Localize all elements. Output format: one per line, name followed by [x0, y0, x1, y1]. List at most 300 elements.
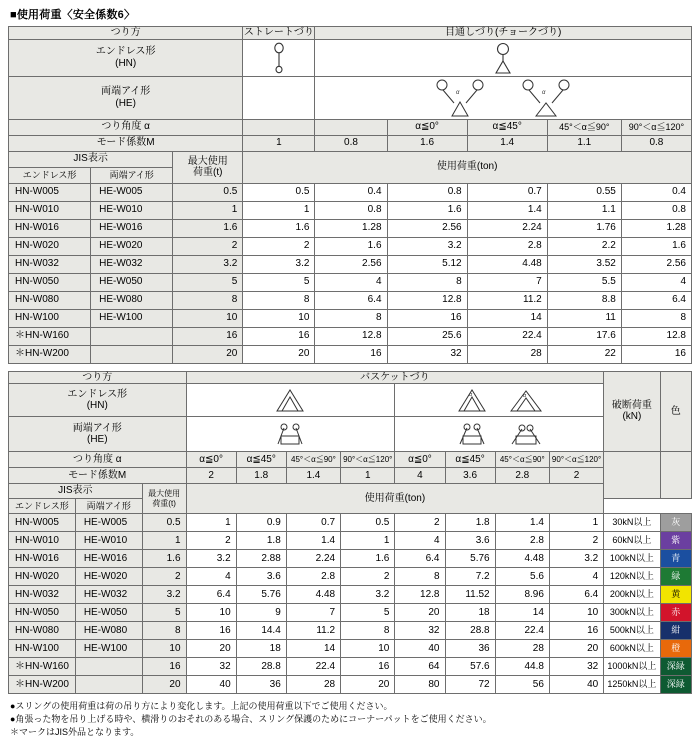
- cell-use-load: 14: [286, 640, 340, 658]
- cell-color-badge: 緑: [660, 568, 691, 586]
- cell-use-load: 40: [549, 676, 603, 694]
- cell-max-load: 8: [173, 291, 243, 309]
- cell-use-load: 2.8: [495, 532, 549, 550]
- svg-text:α: α: [456, 89, 460, 96]
- t2-diagram-basket-botheye-2: [395, 417, 604, 452]
- cell-use-load: 1.6: [387, 201, 467, 219]
- basket-endless-icon-2: [269, 421, 311, 447]
- cell-use-load: 36: [445, 640, 495, 658]
- cell-use-load: 1.4: [467, 201, 547, 219]
- cell-use-load: 2.24: [286, 550, 340, 568]
- t2-angle-6: 45°＜α≦90°: [495, 452, 549, 468]
- note-line: ●角張った物を吊り上げる時や、横滑りのおそれのある場合、スリング保護のためにコーナーパットをご使用ください。: [10, 714, 492, 725]
- cell-break-load: 100kN以上: [604, 550, 660, 568]
- cell-use-load: 16: [549, 622, 603, 640]
- cell-max-load: 5: [142, 604, 186, 622]
- table-row: [9, 237, 692, 255]
- cell-use-load: 8: [387, 273, 467, 291]
- cell-use-load: 0.7: [286, 514, 340, 532]
- cell-use-load: 11: [547, 309, 621, 327]
- cell-use-load: 3.2: [549, 550, 603, 568]
- t2-mode-7: 2: [549, 468, 603, 484]
- cell-use-load: 6.4: [395, 550, 445, 568]
- cell-use-load: 10: [243, 309, 315, 327]
- cell-use-load: 10: [186, 604, 236, 622]
- notes-block: [8, 700, 692, 739]
- t2-header-tsurikata: つり方: [9, 371, 187, 384]
- angle-col-3: 45°＜α≦90°: [547, 119, 621, 135]
- cell-use-load: 6.4: [315, 291, 387, 309]
- cell-jis-botheye: HE-W005: [75, 514, 142, 532]
- cell-use-load: 8: [243, 291, 315, 309]
- cell-use-load: 11.52: [445, 586, 495, 604]
- cell-use-load: 0.55: [547, 183, 621, 201]
- basket-angle-icon-a: [452, 386, 492, 414]
- table-row: [9, 201, 692, 219]
- t2-break-load-spacer: [604, 452, 660, 499]
- cell-jis-botheye: HE-W020: [75, 568, 142, 586]
- t2-diagram-basket-endless-2: [186, 417, 395, 452]
- cell-use-load: 8: [395, 568, 445, 586]
- label-use-load: 使用荷重(ton): [243, 151, 692, 183]
- note-line: ●スリングの使用荷重は荷の吊り方により変化します。上記の使用荷重以下でご使用ください。: [10, 701, 393, 711]
- cell-jis-endless: ＊HN-W160: [9, 327, 91, 345]
- cell-use-load: 72: [445, 676, 495, 694]
- cell-use-load: 12.8: [315, 327, 387, 345]
- cell-use-load: 5.12: [387, 255, 467, 273]
- cell-use-load: 40: [395, 640, 445, 658]
- cell-jis-endless: HN-W032: [9, 586, 76, 604]
- cell-use-load: 7: [467, 273, 547, 291]
- cell-jis-botheye: HE-W016: [91, 219, 173, 237]
- cell-max-load: 20: [142, 676, 186, 694]
- cell-use-load: 7: [286, 604, 340, 622]
- cell-use-load: 0.7: [467, 183, 547, 201]
- cell-use-load: 17.6: [547, 327, 621, 345]
- label-endless-line1: エンドレス形: [95, 46, 156, 57]
- cell-break-load: 200kN以上: [604, 586, 660, 604]
- cell-use-load: 5: [341, 604, 395, 622]
- table-row: [9, 219, 692, 237]
- cell-use-load: 5.6: [495, 568, 549, 586]
- cell-use-load: 20: [243, 345, 315, 363]
- cell-use-load: 22.4: [495, 622, 549, 640]
- cell-jis-botheye: HE-W080: [91, 291, 173, 309]
- cell-use-load: 28.8: [445, 622, 495, 640]
- diagram-choke-endless: [315, 39, 692, 76]
- t2-max-load-line2: 荷重(t): [152, 498, 176, 508]
- cell-use-load: 0.5: [341, 514, 395, 532]
- diagram-choke-botheye: [315, 76, 692, 119]
- cell-use-load: 2.56: [315, 255, 387, 273]
- angle-col-2: α≦45°: [467, 119, 547, 135]
- cell-use-load: 22: [547, 345, 621, 363]
- cell-use-load: 12.8: [395, 586, 445, 604]
- cell-break-load: 500kN以上: [604, 622, 660, 640]
- t2-color-spacer: [660, 452, 691, 499]
- cell-use-load: 1.6: [341, 550, 395, 568]
- cell-jis-botheye: HE-W050: [91, 273, 173, 291]
- header-straight: ストレートづり: [243, 27, 314, 38]
- svg-text:α: α: [523, 393, 527, 399]
- cell-use-load: 1.28: [315, 219, 387, 237]
- cell-use-load: 2: [549, 532, 603, 550]
- t2-mode-4: 4: [395, 468, 445, 484]
- cell-use-load: 1.4: [495, 514, 549, 532]
- cell-use-load: 6.4: [621, 291, 691, 309]
- cell-jis-endless: HN-W020: [9, 237, 91, 255]
- cell-use-load: 5.76: [445, 550, 495, 568]
- label-botheye-line1: 両端アイ形: [101, 86, 151, 97]
- cell-use-load: 5: [243, 273, 315, 291]
- cell-use-load: 1: [341, 532, 395, 550]
- cell-use-load: 10: [549, 604, 603, 622]
- t2-label-botheye-form: [9, 417, 187, 452]
- cell-use-load: 32: [186, 658, 236, 676]
- t2-label-mode: モード係数M: [9, 468, 187, 484]
- t2-label-endless-line2: (HN): [86, 400, 108, 411]
- cell-max-load: 1.6: [173, 219, 243, 237]
- table-row: [9, 273, 692, 291]
- cell-use-load: 1.1: [547, 201, 621, 219]
- cell-jis-endless: HN-W005: [9, 514, 76, 532]
- cell-use-load: 0.8: [621, 201, 691, 219]
- cell-jis-botheye: HE-W005: [91, 183, 173, 201]
- t2-header-color: 色: [660, 371, 691, 452]
- table-row: [9, 309, 692, 327]
- table1-body: [9, 183, 692, 363]
- table-row: [9, 568, 692, 586]
- cell-use-load: 4.48: [467, 255, 547, 273]
- t2-label-jis-botheye: 両端アイ形: [75, 499, 142, 514]
- cell-jis-endless: HN-W100: [9, 309, 91, 327]
- cell-use-load: 25.6: [387, 327, 467, 345]
- cell-use-load: 0.8: [387, 183, 467, 201]
- t2-angle-1: α≦45°: [236, 452, 286, 468]
- table-row: [9, 327, 692, 345]
- cell-use-load: 3.6: [236, 568, 286, 586]
- cell-use-load: 1: [186, 514, 236, 532]
- cell-use-load: 20: [186, 640, 236, 658]
- cell-use-load: 2.8: [467, 237, 547, 255]
- cell-use-load: 22.4: [467, 327, 547, 345]
- basket-botheye-icon-a: [452, 421, 492, 447]
- angle-col-straight: [243, 119, 315, 135]
- angle-col-1: α≦0°: [387, 119, 467, 135]
- cell-jis-botheye: [75, 676, 142, 694]
- cell-color-badge: 赤: [660, 604, 691, 622]
- angle-col-4: 90°＜α≦120°: [621, 119, 691, 135]
- cell-use-load: 1.4: [286, 532, 340, 550]
- cell-max-load: 2: [142, 568, 186, 586]
- choke-angle-icon-a: [430, 79, 490, 117]
- cell-use-load: 32: [387, 345, 467, 363]
- cell-use-load: 0.5: [243, 183, 315, 201]
- cell-use-load: 11.2: [286, 622, 340, 640]
- cell-break-load: 30kN以上: [604, 514, 660, 532]
- usage-load-table-2: [8, 371, 692, 695]
- cell-jis-botheye: HE-W010: [75, 532, 142, 550]
- cell-use-load: 11.2: [467, 291, 547, 309]
- cell-use-load: 8: [315, 309, 387, 327]
- cell-use-load: 2.56: [621, 255, 691, 273]
- cell-use-load: 8.8: [547, 291, 621, 309]
- t2-max-load-line1: 最大使用: [148, 489, 181, 499]
- cell-use-load: 3.2: [387, 237, 467, 255]
- table-row: [9, 345, 692, 363]
- label-botheye-form: [9, 76, 243, 119]
- cell-jis-botheye: HE-W050: [75, 604, 142, 622]
- cell-use-load: 16: [621, 345, 691, 363]
- table2-body: [9, 514, 692, 694]
- cell-use-load: 4: [395, 532, 445, 550]
- cell-use-load: 2: [395, 514, 445, 532]
- cell-use-load: 2: [243, 237, 315, 255]
- straight-sling-icon: [271, 42, 287, 74]
- t2-mode-1: 1.8: [236, 468, 286, 484]
- cell-jis-botheye: [91, 345, 173, 363]
- cell-jis-endless: HN-W050: [9, 604, 76, 622]
- cell-jis-botheye: HE-W032: [75, 586, 142, 604]
- cell-use-load: 1.8: [236, 532, 286, 550]
- cell-max-load: 0.5: [142, 514, 186, 532]
- cell-use-load: 22.4: [286, 658, 340, 676]
- mode-3: 1.4: [467, 135, 547, 151]
- cell-color-badge: 黄: [660, 586, 691, 604]
- usage-load-table-1: [8, 26, 692, 364]
- cell-use-load: 1: [243, 201, 315, 219]
- cell-use-load: 4: [549, 568, 603, 586]
- cell-use-load: 16: [387, 309, 467, 327]
- label-jis-botheye: 両端アイ形: [91, 167, 173, 183]
- cell-use-load: 2.24: [467, 219, 547, 237]
- cell-use-load: 12.8: [621, 327, 691, 345]
- t2-mode-3: 1: [341, 468, 395, 484]
- cell-use-load: 28.8: [236, 658, 286, 676]
- cell-jis-endless: HN-W010: [9, 532, 76, 550]
- cell-max-load: 1: [173, 201, 243, 219]
- header-tsurikata: つり方: [9, 27, 243, 40]
- cell-max-load: 5: [173, 273, 243, 291]
- table-row: [9, 550, 692, 568]
- label-max-load-line2: 荷重(t): [193, 167, 223, 178]
- cell-use-load: 9: [236, 604, 286, 622]
- cell-use-load: 18: [445, 604, 495, 622]
- cell-color-badge: 深緑: [660, 658, 691, 676]
- cell-use-load: 12.8: [387, 291, 467, 309]
- cell-break-load: 1000kN以上: [604, 658, 660, 676]
- t2-angle-4: α≦0°: [395, 452, 445, 468]
- cell-use-load: 16: [341, 658, 395, 676]
- t2-header-basket: バスケットづり: [186, 371, 604, 384]
- cell-use-load: 6.4: [549, 586, 603, 604]
- t2-angle-3: 90°＜α≦120°: [341, 452, 395, 468]
- svg-text:α: α: [469, 392, 473, 398]
- t2-mode-5: 3.6: [445, 468, 495, 484]
- cell-max-load: 8: [142, 622, 186, 640]
- cell-use-load: 2.56: [387, 219, 467, 237]
- table-row: [9, 640, 692, 658]
- cell-jis-endless: HN-W020: [9, 568, 76, 586]
- cell-jis-endless: HN-W010: [9, 201, 91, 219]
- t2-mode-6: 2.8: [495, 468, 549, 484]
- label-botheye-line2: (HE): [115, 97, 136, 109]
- basket-angle-icon-b: [506, 386, 546, 414]
- svg-text:α: α: [542, 89, 546, 96]
- cell-use-load: 2.8: [286, 568, 340, 586]
- t2-label-max-load: [142, 484, 186, 514]
- cell-jis-endless: HN-W080: [9, 291, 91, 309]
- basket-botheye-icon-b: [506, 421, 546, 447]
- cell-max-load: 3.2: [173, 255, 243, 273]
- cell-use-load: 3.2: [186, 550, 236, 568]
- cell-use-load: 18: [236, 640, 286, 658]
- cell-jis-endless: HN-W050: [9, 273, 91, 291]
- cell-jis-endless: HN-W016: [9, 219, 91, 237]
- t2-angle-2: 45°＜α≦90°: [286, 452, 340, 468]
- cell-use-load: 3.6: [445, 532, 495, 550]
- cell-max-load: 16: [142, 658, 186, 676]
- t2-label-endless-line1: エンドレス形: [67, 388, 128, 400]
- t2-label-jis-endless: エンドレス形: [9, 499, 76, 514]
- t2-label-endless-form: [9, 384, 187, 417]
- cell-use-load: 8: [621, 309, 691, 327]
- diagram-straight: [243, 39, 315, 76]
- cell-use-load: 1.6: [621, 237, 691, 255]
- cell-jis-endless: HN-W032: [9, 255, 91, 273]
- cell-color-badge: 灰: [660, 514, 691, 532]
- t2-mode-0: 2: [186, 468, 236, 484]
- basket-endless-icon: [269, 386, 311, 414]
- cell-use-load: 1.76: [547, 219, 621, 237]
- cell-max-load: 2: [173, 237, 243, 255]
- cell-use-load: 2.88: [236, 550, 286, 568]
- mode-0: 1: [243, 135, 315, 151]
- cell-jis-botheye: HE-W010: [91, 201, 173, 219]
- cell-use-load: 32: [549, 658, 603, 676]
- table-row: [9, 604, 692, 622]
- t2-angle-7: 90°＜α≦120°: [549, 452, 603, 468]
- cell-use-load: 4.48: [495, 550, 549, 568]
- cell-use-load: 57.6: [445, 658, 495, 676]
- cell-jis-endless: HN-W005: [9, 183, 91, 201]
- cell-use-load: 7.2: [445, 568, 495, 586]
- table-row: [9, 532, 692, 550]
- t2-label-jis: JIS表示: [9, 484, 143, 499]
- cell-use-load: 0.9: [236, 514, 286, 532]
- cell-max-load: 0.5: [173, 183, 243, 201]
- t2-mode-2: 1.4: [286, 468, 340, 484]
- cell-jis-botheye: HE-W100: [75, 640, 142, 658]
- cell-use-load: 4: [315, 273, 387, 291]
- cell-use-load: 28: [495, 640, 549, 658]
- mode-4: 1.1: [547, 135, 621, 151]
- cell-max-load: 10: [173, 309, 243, 327]
- cell-jis-endless: HN-W100: [9, 640, 76, 658]
- cell-use-load: 16: [186, 622, 236, 640]
- cell-use-load: 56: [495, 676, 549, 694]
- cell-use-load: 28: [286, 676, 340, 694]
- page-title: ■使用荷重〈安全係数6〉: [10, 9, 136, 21]
- table-row: [9, 291, 692, 309]
- cell-jis-botheye: HE-W032: [91, 255, 173, 273]
- label-endless-form: [9, 39, 243, 76]
- label-endless-line2: (HN): [115, 57, 137, 69]
- t2-angle-0: α≦0°: [186, 452, 236, 468]
- cell-max-load: 3.2: [142, 586, 186, 604]
- cell-color-badge: 紺: [660, 622, 691, 640]
- t2-label-use-load: 使用荷重(ton): [186, 484, 604, 514]
- cell-jis-endless: ＊HN-W160: [9, 658, 76, 676]
- t2-label-angle: つり角度 α: [9, 452, 187, 468]
- mode-5: 0.8: [621, 135, 691, 151]
- cell-jis-botheye: HE-W100: [91, 309, 173, 327]
- angle-col-0: [315, 119, 387, 135]
- label-jis: JIS表示: [9, 151, 173, 167]
- cell-use-load: 5.5: [547, 273, 621, 291]
- cell-use-load: 2: [186, 532, 236, 550]
- cell-use-load: 3.52: [547, 255, 621, 273]
- cell-max-load: 20: [173, 345, 243, 363]
- cell-break-load: 1250kN以上: [604, 676, 660, 694]
- cell-use-load: 14: [467, 309, 547, 327]
- cell-use-load: 4.48: [286, 586, 340, 604]
- table-row: [9, 622, 692, 640]
- label-max-load: [173, 151, 243, 183]
- cell-jis-endless: HN-W016: [9, 550, 76, 568]
- cell-use-load: 20: [549, 640, 603, 658]
- break-load-line1: 破断荷重: [611, 399, 652, 411]
- table-row: [9, 586, 692, 604]
- cell-use-load: 2: [341, 568, 395, 586]
- cell-use-load: 1.6: [243, 219, 315, 237]
- cell-use-load: 5.76: [236, 586, 286, 604]
- cell-use-load: 1.28: [621, 219, 691, 237]
- cell-color-badge: 紫: [660, 532, 691, 550]
- cell-break-load: 120kN以上: [604, 568, 660, 586]
- table-row: [9, 255, 692, 273]
- cell-color-badge: 橙: [660, 640, 691, 658]
- note-line: ＊マークはJIS外品となります。: [10, 727, 140, 738]
- cell-jis-botheye: [91, 327, 173, 345]
- cell-break-load: 600kN以上: [604, 640, 660, 658]
- cell-use-load: 64: [395, 658, 445, 676]
- cell-use-load: 4: [621, 273, 691, 291]
- diagram-straight-botheye: [243, 76, 315, 119]
- table-row: [9, 658, 692, 676]
- mode-2: 1.6: [387, 135, 467, 151]
- cell-use-load: 14: [495, 604, 549, 622]
- cell-color-badge: 深緑: [660, 676, 691, 694]
- cell-jis-botheye: HE-W016: [75, 550, 142, 568]
- cell-use-load: 80: [395, 676, 445, 694]
- choke-endless-icon: [488, 42, 518, 74]
- table-row: [9, 514, 692, 532]
- cell-use-load: 14.4: [236, 622, 286, 640]
- cell-use-load: 3.2: [243, 255, 315, 273]
- t2-label-botheye-line1: 両端アイ形: [72, 422, 122, 434]
- table-row: [9, 183, 692, 201]
- cell-use-load: 3.2: [341, 586, 395, 604]
- cell-use-load: 1.8: [445, 514, 495, 532]
- t2-angle-5: α≦45°: [445, 452, 495, 468]
- cell-use-load: 40: [186, 676, 236, 694]
- cell-use-load: 28: [467, 345, 547, 363]
- cell-jis-botheye: HE-W080: [75, 622, 142, 640]
- mode-1: 0.8: [315, 135, 387, 151]
- t2-header-break-load: [604, 371, 660, 452]
- cell-jis-endless: HN-W080: [9, 622, 76, 640]
